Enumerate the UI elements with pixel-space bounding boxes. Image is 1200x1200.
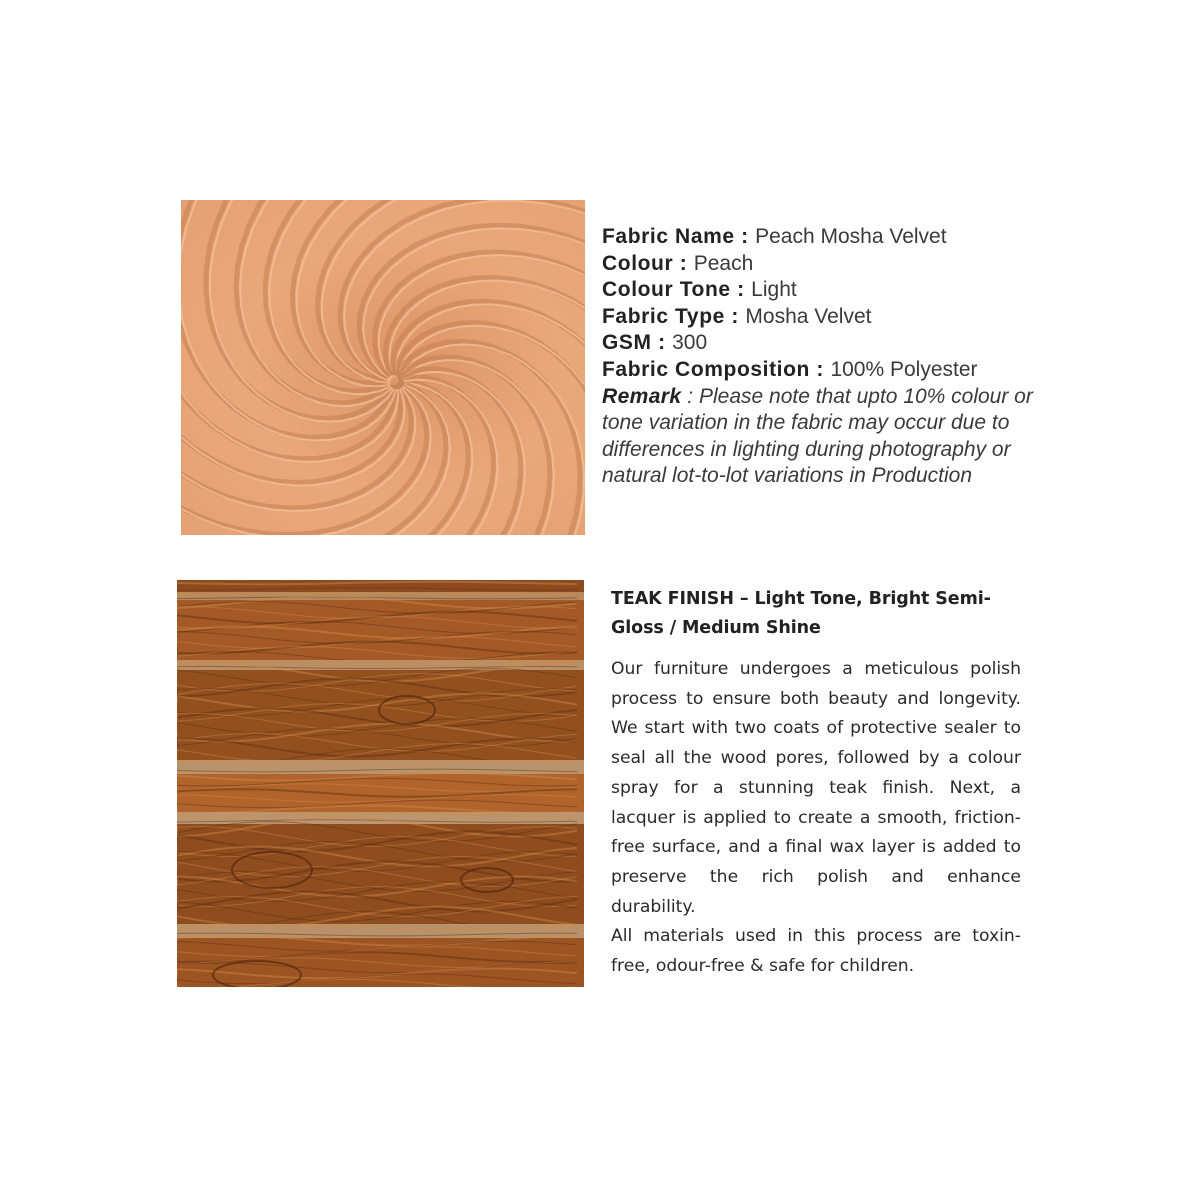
remark xyxy=(602,384,1042,490)
teak-finish-description xyxy=(611,585,1021,982)
spec-key: Fabric Type xyxy=(602,304,725,328)
spec-separator: : xyxy=(673,251,694,275)
spec-key: Colour Tone xyxy=(602,278,731,302)
teak-paragraph-1: Our furniture undergoes a meticulous polish process to ensure both beauty and longevity. We start with two coats of protective sealer to seal all the wood pores, followed by a colour spray for a stunning teak finish. Next, a lacquer is applied to create a smooth, friction-free surface, and a final wax layer is added to preserve the rich polish and enhance durability. xyxy=(611,659,1021,917)
remark-text: Please note that upto 10% colour or tone variation in the fabric may occur due to differences in lighting during photography or natural lot-to-lot variations in Production xyxy=(602,384,1033,488)
fabric-specs xyxy=(602,224,1042,490)
teak-heading: TEAK FINISH – Light Tone, Bright Semi-Gloss / Medium Shine xyxy=(611,589,991,638)
spec-separator: : xyxy=(651,331,673,355)
spec-value: 300 xyxy=(672,331,708,355)
spec-value: Light xyxy=(751,278,797,302)
spec-separator: : xyxy=(730,278,752,302)
spec-gsm xyxy=(602,330,1042,357)
teak-paragraph-2: All materials used in this process are toxin-free, odour-free & safe for children. xyxy=(611,926,1021,977)
spec-key: Fabric Name xyxy=(602,225,735,248)
remark-separator: : xyxy=(681,384,699,408)
spec-key: Fabric Composition xyxy=(602,357,810,381)
spec-key: Colour xyxy=(602,251,674,275)
velvet-swirl-illustration xyxy=(181,200,585,535)
spec-key: GSM xyxy=(602,331,652,355)
remark-key: Remark xyxy=(602,384,682,408)
spec-value: Mosha Velvet xyxy=(745,304,872,328)
spec-fabric-type xyxy=(602,304,1042,331)
spec-value: Peach xyxy=(693,251,754,275)
spec-fabric-composition xyxy=(602,357,1042,384)
spec-separator: : xyxy=(734,225,756,248)
spec-value: Peach Mosha Velvet xyxy=(755,225,947,248)
spec-separator: : xyxy=(724,304,746,328)
teak-wood-grain-illustration xyxy=(177,580,584,987)
spec-fabric-name xyxy=(602,224,1042,251)
spec-separator: : xyxy=(809,357,831,381)
spec-colour xyxy=(602,251,1042,278)
spec-colour-tone xyxy=(602,277,1042,304)
teak-wood-image xyxy=(177,580,584,987)
fabric-swatch-image xyxy=(181,200,585,535)
spec-value: 100% Polyester xyxy=(830,357,978,381)
